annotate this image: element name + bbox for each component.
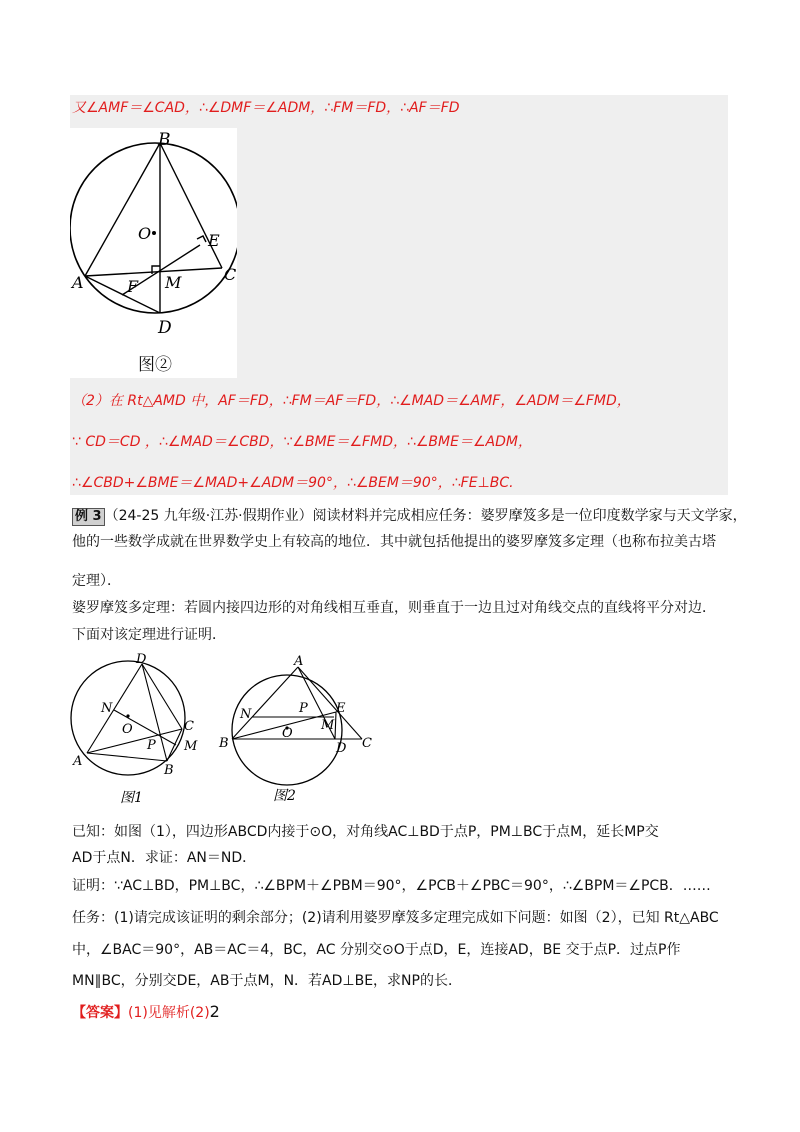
fig1-label-c: C (184, 719, 194, 734)
example3-intro: 下面对该定理进行证明． (72, 627, 226, 643)
fig1-label-o: O (122, 722, 133, 737)
fig1-caption: 图1 (120, 790, 143, 806)
fig1-center-dot (126, 714, 129, 717)
fig2-label-a: A (294, 654, 304, 669)
label-d: D (158, 318, 172, 338)
figures-1-2 (70, 650, 390, 810)
example3-line-1 (72, 506, 747, 526)
example-tag: 例 3 (72, 508, 105, 526)
known-line-1: 已知：如图（1），四边形ABCD内接于⊙O，对角线AC⊥BD于点P，PM⊥BC于点M，延长MP交 (72, 824, 659, 840)
fig1-label-p: P (147, 738, 156, 753)
figure-2 (218, 654, 372, 785)
answer-body: (1)见解析(2) (128, 1005, 210, 1021)
answer-line (72, 1002, 220, 1023)
fig2-label-e: E (336, 701, 346, 716)
label-a: A (72, 273, 84, 292)
proof-line: 证明：∵AC⊥BD，PM⊥BC，∴∠BPM＋∠PBM＝90°，∠PCB＋∠PBC＝90°，∴∠BPM＝∠PCB．…… (72, 878, 711, 894)
label-e: E (208, 231, 220, 250)
figure-1 (71, 652, 198, 778)
fig1-label-b: B (164, 763, 174, 778)
example3-text-1: （24-25 九年级·江苏·假期作业）阅读材料并完成相应任务：婆罗摩笈多是一位印度数学家与天文学家， (104, 508, 747, 524)
task-line-2: 中，∠BAC＝90°，AB＝AC＝4，BC，AC 分别交⊙O于点D，E，连接AD，BE 交于点P．过点P作 (72, 942, 681, 958)
center-dot (152, 231, 156, 235)
fig1-label-d: D (136, 652, 147, 667)
fig1-label-n: N (101, 701, 113, 716)
fig1-da (87, 664, 142, 753)
fig2-label-p: P (299, 701, 308, 716)
figure-2-panel (70, 128, 237, 378)
task-line-1: 任务：(1)请完成该证明的剩余部分；(2)请利用婆罗摩笈多定理完成如下问题：如图（2），已知 Rt△ABC (72, 910, 719, 926)
solution-line-4: ∴∠CBD+∠BME＝∠MAD+∠ADM＝90°，∴∠BEM＝90°，∴FE⊥BC. (72, 475, 514, 491)
answer-value: 2 (209, 1002, 220, 1021)
task-line-3: MN∥BC，分别交DE，AB于点M，N．若AD⊥BE，求NP的长． (72, 973, 462, 989)
solution-line-2: （2）在 Rt△AMD 中，AF＝FD，∴FM＝AF＝FD，∴∠MAD＝∠AMF，∠ADM＝∠FMD， (72, 393, 631, 409)
fig1-label-a: A (73, 754, 83, 769)
answer-label: 【答案】 (72, 1005, 128, 1021)
fig2-caption: 图2 (273, 788, 296, 804)
example3-line-3: 定理）． (72, 573, 121, 589)
example3-line-2: 他的一些数学成就在世界数学史上有较高的地位．其中就包括他提出的婆罗摩笈多定理（也称布拉美古塔 (72, 534, 716, 550)
fig1-bc (167, 729, 182, 761)
known-line-2: AD于点N．求证：AN＝ND． (72, 850, 257, 866)
right-angle-e (197, 236, 206, 242)
label-f: F (127, 277, 139, 296)
label-b: B (158, 130, 171, 150)
label-c: C (224, 265, 237, 284)
figure-2-diagram (70, 128, 237, 378)
fig1-ac (87, 729, 182, 753)
fig2-label-c: C (362, 736, 372, 751)
fig2-de (335, 712, 336, 739)
fig1-cd (142, 664, 182, 729)
figure-2-caption: 图② (138, 355, 172, 375)
fig2-label-m: M (321, 718, 335, 733)
fig2-label-n: N (240, 707, 252, 722)
solution-line-1: 又∠AMF＝∠CAD，∴∠DMF＝∠ADM，∴FM＝FD，∴AF＝FD (72, 100, 460, 116)
fig2-label-o: O (282, 726, 293, 741)
fig1-ab (87, 753, 167, 761)
fig1-label-m: M (184, 739, 198, 754)
solution-line-3: ∵ CD＝CD ，∴∠MAD＝∠CBD，∵∠BME＝∠FMD，∴∠BME＝∠ADM， (72, 434, 532, 450)
fig2-label-b: B (219, 736, 229, 751)
circle-o (70, 143, 237, 313)
example3-theorem: 婆罗摩笈多定理：若圆内接四边形的对角线相互垂直，则垂直于一边且过对角线交点的直线将平分对边． (72, 600, 716, 616)
fig2-label-d: D (336, 741, 347, 756)
label-o: O (138, 224, 152, 243)
label-m: M (165, 273, 182, 292)
segment-ba (85, 143, 160, 276)
